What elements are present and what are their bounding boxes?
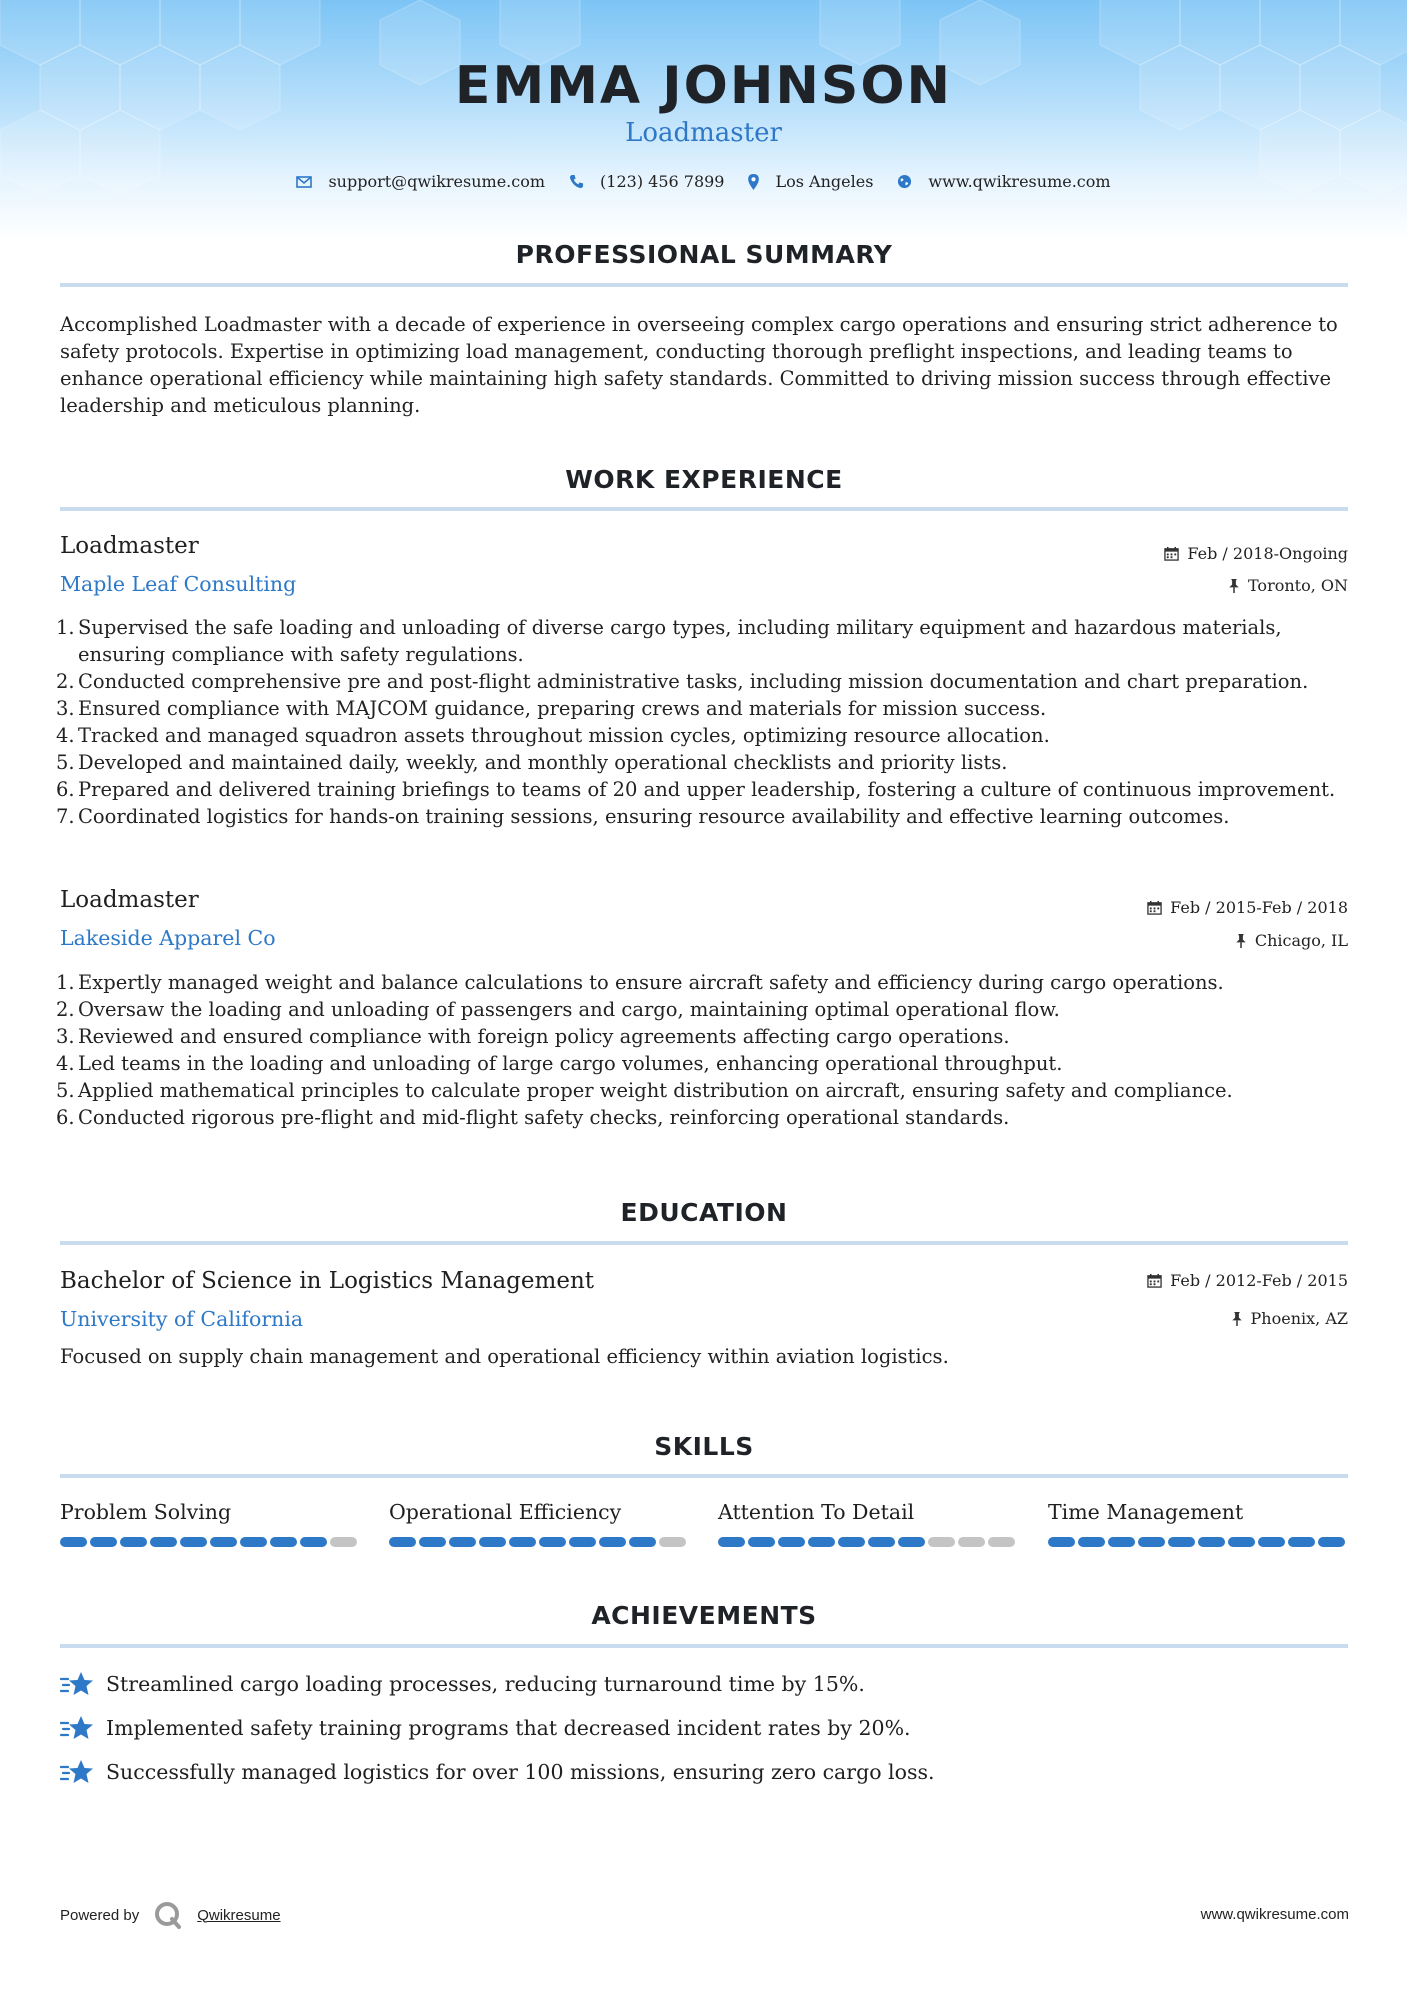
achievements-heading: ACHIEVEMENTS: [591, 1601, 817, 1630]
qwikresume-logo-icon: [153, 1900, 183, 1930]
contact-phone-text: (123) 456 7899: [600, 172, 725, 191]
job-1-title: Loadmaster: [60, 533, 199, 559]
qwikresume-link[interactable]: Qwikresume: [197, 1906, 281, 1924]
skills-divider: [60, 1474, 1348, 1478]
contact-email-text: support@qwikresume.com: [328, 172, 546, 191]
education-divider: [60, 1241, 1348, 1245]
resume-header: [0, 0, 1407, 240]
list-item: 3. Reviewed and ensured compliance with foreign policy agreements affecting cargo operations.: [56, 1025, 1010, 1048]
skill-operational-efficiency: [389, 1500, 689, 1547]
job-2-location-text: Chicago, IL: [1254, 931, 1348, 950]
skill-level-segment: [1168, 1537, 1195, 1547]
skill-level-segment: [389, 1537, 416, 1547]
map-marker-icon: [748, 174, 759, 190]
skill-level-segment: [958, 1537, 985, 1547]
skill-name: Problem Solving: [60, 1500, 232, 1524]
skill-level-meter: [60, 1537, 360, 1547]
skill-level-segment: [599, 1537, 626, 1547]
pushpin-icon: [1235, 933, 1247, 948]
list-item: 6. Conducted rigorous pre-flight and mid-flight safety checks, reinforcing operational standards.: [56, 1106, 1010, 1129]
education-heading: EDUCATION: [620, 1198, 788, 1227]
skill-level-segment: [419, 1537, 446, 1547]
experience-heading: WORK EXPERIENCE: [565, 465, 843, 494]
skill-level-segment: [509, 1537, 536, 1547]
skill-level-segment: [60, 1537, 87, 1547]
phone-icon: [569, 174, 584, 189]
contact-website[interactable]: [897, 172, 1110, 191]
contact-location: [748, 172, 873, 191]
list-item: 2. Conducted comprehensive pre and post-flight administrative tasks, including mission documentation and chart preparation.: [56, 670, 1309, 693]
job-1-dates: [1164, 544, 1348, 563]
list-item: 5. Developed and maintained daily, weekly, and monthly operational checklists and priority lists.: [56, 751, 1008, 774]
skill-level-segment: [778, 1537, 805, 1547]
skill-level-segment: [1228, 1537, 1255, 1547]
skill-level-segment: [180, 1537, 207, 1547]
skill-level-segment: [539, 1537, 566, 1547]
achievement-item: [60, 1758, 935, 1786]
footer-powered-by: [60, 1900, 281, 1930]
skill-attention-to-detail: [718, 1500, 1018, 1547]
skill-level-segment: [808, 1537, 835, 1547]
list-item: 4. Tracked and managed squadron assets throughout mission cycles, optimizing resource allocation.: [56, 724, 1050, 747]
achievements-divider: [60, 1644, 1348, 1648]
skill-level-segment: [1258, 1537, 1285, 1547]
achievement-item: [60, 1670, 865, 1698]
job-2-company: Lakeside Apparel Co: [60, 926, 276, 950]
skill-level-segment: [1318, 1537, 1345, 1547]
skill-level-segment: [718, 1537, 745, 1547]
job-1-duties: [56, 614, 1354, 830]
skill-level-segment: [928, 1537, 955, 1547]
envelope-icon: [296, 175, 312, 189]
calendar-icon: [1147, 900, 1162, 915]
skill-level-segment: [240, 1537, 267, 1547]
job-2-duties: [56, 969, 1354, 1131]
skill-level-segment: [120, 1537, 147, 1547]
skill-level-segment: [300, 1537, 327, 1547]
education-degree: Bachelor of Science in Logistics Management: [60, 1268, 594, 1294]
star-icon: [60, 1714, 94, 1742]
list-item: 6. Prepared and delivered training briefings to teams of 20 and upper leadership, fostering a culture of continuous improvement.: [56, 778, 1336, 801]
job-1-location: [1228, 576, 1348, 595]
footer-website[interactable]: www.qwikresume.com: [1200, 1906, 1349, 1923]
achievement-text: Streamlined cargo loading processes, reducing turnaround time by 15%.: [106, 1672, 865, 1696]
education-school: University of California: [60, 1307, 304, 1331]
globe-icon: [897, 174, 912, 189]
pushpin-icon: [1228, 578, 1240, 593]
list-item: 1. Supervised the safe loading and unloading of diverse cargo types, including military equipment and hazardous materials, ensuring compliance with safety regulations.: [56, 616, 1282, 666]
skill-level-segment: [748, 1537, 775, 1547]
experience-divider: [60, 507, 1348, 511]
education-dates: [1147, 1271, 1348, 1290]
skill-level-segment: [868, 1537, 895, 1547]
summary-text: Accomplished Loadmaster with a decade of experience in overseeing complex cargo operations and ensuring strict adherence to safety protocols. Expertise in optimizing load management, conducting thorough preflight inspections, and leading teams to enhance operational efficiency while maintaining high safety standards. Committed to driving mission success through effective leadership and meticulous planning.: [60, 313, 1338, 417]
summary-divider: [60, 283, 1348, 287]
pushpin-icon: [1231, 1311, 1243, 1326]
skill-level-segment: [838, 1537, 865, 1547]
skill-name: Time Management: [1048, 1500, 1244, 1524]
skill-level-segment: [659, 1537, 686, 1547]
skill-level-segment: [90, 1537, 117, 1547]
skill-level-segment: [1288, 1537, 1315, 1547]
skill-level-segment: [1078, 1537, 1105, 1547]
skill-level-meter: [718, 1537, 1018, 1547]
education-location-text: Phoenix, AZ: [1250, 1309, 1348, 1328]
skill-level-segment: [330, 1537, 357, 1547]
job-2-title: Loadmaster: [60, 887, 199, 913]
skill-problem-solving: [60, 1500, 360, 1547]
star-icon: [60, 1670, 94, 1698]
skill-level-meter: [1048, 1537, 1348, 1547]
skill-level-segment: [1198, 1537, 1225, 1547]
achievement-item: [60, 1714, 911, 1742]
list-item: 2. Oversaw the loading and unloading of passengers and cargo, maintaining optimal operational flow.: [56, 998, 1060, 1021]
job-2-location: [1235, 931, 1348, 950]
skill-level-meter: [389, 1537, 689, 1547]
skill-level-segment: [629, 1537, 656, 1547]
skills-heading: SKILLS: [654, 1432, 754, 1461]
calendar-icon: [1164, 546, 1179, 561]
education-description: Focused on supply chain management and operational efficiency within aviation logistics.: [60, 1345, 949, 1368]
calendar-icon: [1147, 1273, 1162, 1288]
job-2-dates: [1147, 898, 1348, 917]
contact-bar: [0, 172, 1407, 191]
skill-name: Attention To Detail: [718, 1500, 915, 1524]
contact-website-text: www.qwikresume.com: [928, 172, 1111, 191]
skill-name: Operational Efficiency: [389, 1500, 622, 1524]
candidate-name: EMMA JOHNSON: [454, 56, 953, 116]
education-location: [1231, 1309, 1348, 1328]
job-2-dates-text: Feb / 2015-Feb / 2018: [1170, 898, 1348, 917]
list-item: 1. Expertly managed weight and balance calculations to ensure aircraft safety and efficiency during cargo operations.: [56, 971, 1224, 994]
skill-level-segment: [988, 1537, 1015, 1547]
skill-level-segment: [210, 1537, 237, 1547]
achievement-text: Successfully managed logistics for over 100 missions, ensuring zero cargo loss.: [106, 1760, 935, 1784]
candidate-title: Loadmaster: [625, 118, 782, 148]
powered-by-label: Powered by: [60, 1906, 140, 1924]
summary-heading: PROFESSIONAL SUMMARY: [515, 240, 893, 269]
skill-level-segment: [569, 1537, 596, 1547]
list-item: 7. Coordinated logistics for hands-on training sessions, ensuring resource availability and effective learning outcomes.: [56, 805, 1230, 828]
skill-time-management: [1048, 1500, 1348, 1547]
skill-level-segment: [1048, 1537, 1075, 1547]
list-item: 5. Applied mathematical principles to calculate proper weight distribution on aircraft, ensuring safety and compliance.: [56, 1079, 1233, 1102]
list-item: 4. Led teams in the loading and unloading of large cargo volumes, enhancing operational throughput.: [56, 1052, 1063, 1075]
job-1-location-text: Toronto, ON: [1248, 576, 1348, 595]
contact-email[interactable]: [296, 172, 545, 191]
contact-location-text: Los Angeles: [775, 172, 874, 191]
skill-level-segment: [1138, 1537, 1165, 1547]
achievement-text: Implemented safety training programs that decreased incident rates by 20%.: [106, 1716, 911, 1740]
star-icon: [60, 1758, 94, 1786]
skill-level-segment: [1108, 1537, 1135, 1547]
job-1-dates-text: Feb / 2018-Ongoing: [1187, 544, 1348, 563]
skill-level-segment: [449, 1537, 476, 1547]
skill-level-segment: [479, 1537, 506, 1547]
education-dates-text: Feb / 2012-Feb / 2015: [1170, 1271, 1348, 1290]
skill-level-segment: [150, 1537, 177, 1547]
skill-level-segment: [898, 1537, 925, 1547]
skill-level-segment: [270, 1537, 297, 1547]
contact-phone[interactable]: [569, 172, 724, 191]
job-1-company: Maple Leaf Consulting: [60, 572, 297, 596]
list-item: 3. Ensured compliance with MAJCOM guidance, preparing crews and materials for mission success.: [56, 697, 1047, 720]
